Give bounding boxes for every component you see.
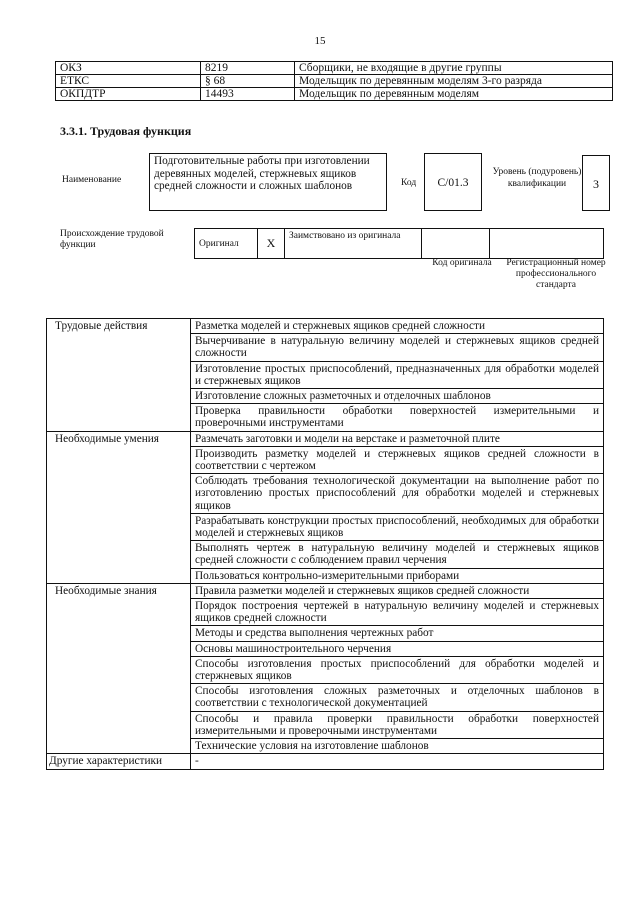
- origin-label: Происхождение трудовой функции: [60, 229, 164, 250]
- classifier-row: [56, 75, 613, 88]
- classifier-row: [56, 62, 613, 75]
- classifier-name: ОКПДТР: [56, 88, 201, 101]
- qualification-level-value: 3: [582, 155, 610, 211]
- classifier-name: ЕТКС: [56, 75, 201, 88]
- list-item: Методы и средства выполнения чертежных работ: [191, 626, 604, 641]
- code-original-cell: [422, 229, 490, 259]
- function-details-table: [46, 318, 604, 770]
- code-original-label: Код оригинала: [432, 258, 492, 268]
- table-row: [47, 431, 604, 446]
- list-item: Размечать заготовки и модели на верстаке и разметочной плите: [191, 431, 604, 446]
- borrowed-label: Заимствовано из оригинала: [285, 229, 422, 259]
- category-label: Трудовые действия: [47, 319, 191, 432]
- name-label: Наименование: [62, 175, 122, 185]
- list-item: Вычерчивание в натуральную величину моделей и стержневых ящиков средней сложности: [191, 334, 604, 361]
- origin-table: [194, 228, 604, 259]
- category-label: Необходимые знания: [47, 583, 191, 753]
- classifier-code: 14493: [201, 88, 295, 101]
- list-item: Производить разметку моделей и стержневых ящиков средней сложности в соответствии с чертежом: [191, 446, 604, 473]
- section-title: 3.3.1. Трудовая функция: [60, 124, 192, 138]
- page-number: 15: [314, 35, 326, 47]
- classifier-code: § 68: [201, 75, 295, 88]
- list-item: Технические условия на изготовление шаблонов: [191, 739, 604, 754]
- list-item: Правила разметки моделей и стержневых ящиков средней сложности: [191, 583, 604, 598]
- original-label: Оригинал: [195, 229, 258, 259]
- list-item: Изготовление простых приспособлений, предназначенных для обработки моделей и стержневых ящиков: [191, 361, 604, 388]
- classifier-code: 8219: [201, 62, 295, 75]
- reg-number-cell: [490, 229, 604, 259]
- list-item: Основы машиностроительного черчения: [191, 641, 604, 656]
- category-label: Другие характеристики: [47, 754, 191, 769]
- list-item: Выполнять чертеж в натуральную величину моделей и стержневых ящиков средней сложности с соблюдением правил черчения: [191, 541, 604, 568]
- list-item: Порядок построения чертежей в натуральную величину моделей и стержневых ящиков средней сложности: [191, 599, 604, 626]
- list-item: Разметка моделей и стержневых ящиков средней сложности: [191, 319, 604, 334]
- classifier-name: ОКЗ: [56, 62, 201, 75]
- reg-number-label: Регистрационный номер профессионального стандарта: [506, 258, 606, 290]
- list-item: Способы изготовления простых приспособлений для обработки моделей и стержневых ящиков: [191, 656, 604, 683]
- table-row: [47, 754, 604, 769]
- function-name-value: Подготовительные работы при изготовлении деревянных моделей, стержневых ящиков средней сложности и сложных шаблонов: [149, 153, 387, 211]
- list-item: Соблюдать требования технологической документации на выполнение работ по изготовлению простых приспособлений для обработки моделей и стержневых ящиков: [191, 474, 604, 514]
- category-label: Необходимые умения: [47, 431, 191, 583]
- table-row: [47, 319, 604, 334]
- list-item: Способы и правила проверки правильности обработки поверхностей измерительными и проверочными инструментами: [191, 711, 604, 738]
- classifier-title: Модельщик по деревянным моделям 3-го разряда: [295, 75, 613, 88]
- list-item: Проверка правильности обработки поверхностей измерительными и проверочными инструментами: [191, 404, 604, 431]
- classifiers-table: [55, 61, 613, 101]
- list-item: Разрабатывать конструкции простых приспособлений, необходимых для обработки моделей и стержневых ящиков: [191, 513, 604, 540]
- code-label: Код: [401, 178, 417, 188]
- table-row: [47, 583, 604, 598]
- list-item: Изготовление сложных разметочных и отделочных шаблонов: [191, 389, 604, 404]
- qualification-level-label: Уровень (подуровень) квалификации: [492, 167, 582, 189]
- list-item: Способы изготовления сложных разметочных и отделочных шаблонов в соответствии с технологической документацией: [191, 684, 604, 711]
- classifier-title: Модельщик по деревянным моделям: [295, 88, 613, 101]
- list-item: Пользоваться контрольно-измерительными приборами: [191, 568, 604, 583]
- function-code-value: С/01.3: [424, 153, 482, 211]
- original-mark: X: [258, 229, 285, 259]
- classifier-row: [56, 88, 613, 101]
- classifier-title: Сборщики, не входящие в другие группы: [295, 62, 613, 75]
- list-item: -: [191, 754, 604, 769]
